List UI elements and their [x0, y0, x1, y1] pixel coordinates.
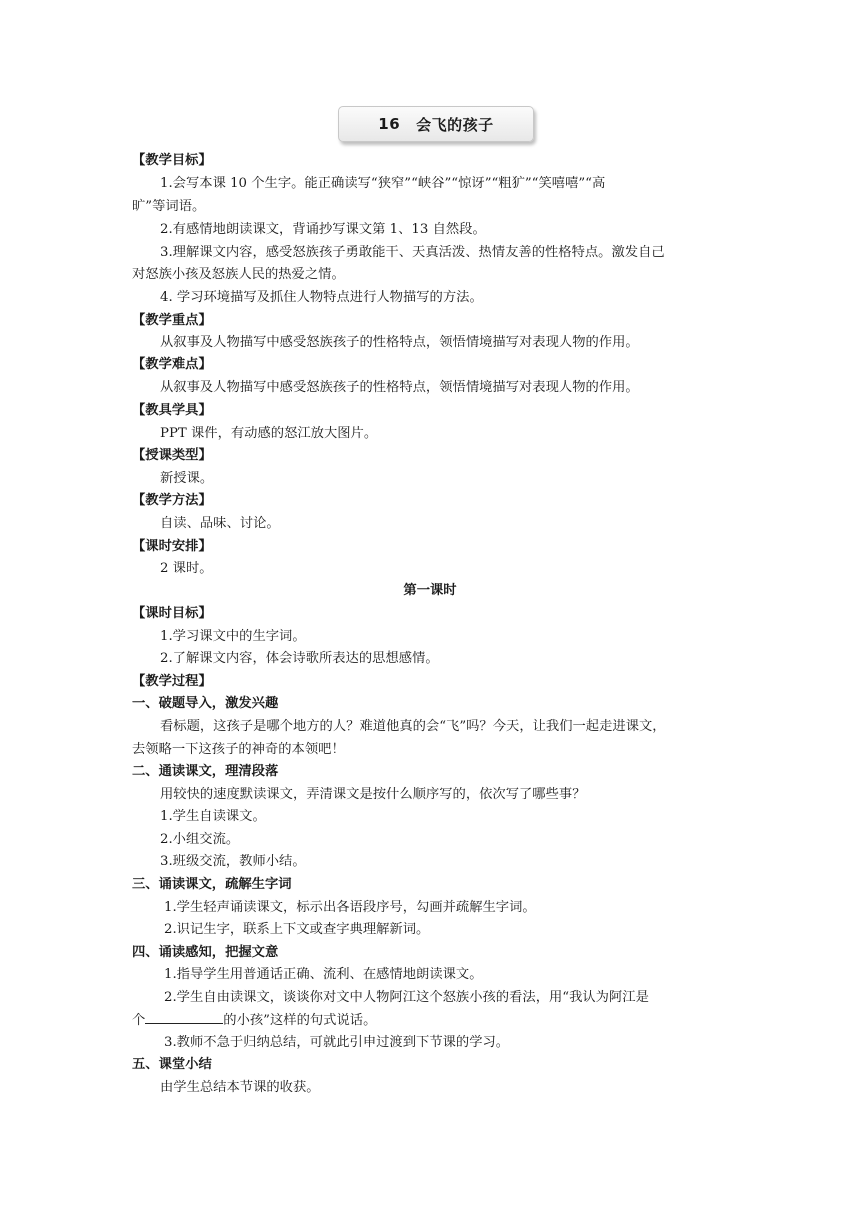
tools-text: PPT 课件，有动感的怒江放大图片。 [160, 426, 378, 441]
lesson-goal-2: 2.了解课文内容，体会诗歌所表达的思想感情。 [160, 651, 439, 666]
difficulties-heading: 【教学难点】 [132, 357, 212, 372]
fill-prefix: 个 [132, 1013, 146, 1028]
schedule-text: 2 课时。 [160, 561, 213, 576]
step-5-text: 由学生总结本节课的收获。 [160, 1080, 320, 1095]
goal-1-line-2: 旷”等词语。 [132, 199, 206, 214]
method-heading: 【教学方法】 [132, 493, 212, 508]
step-2-item-2: 2.小组交流。 [160, 832, 240, 847]
step-2-item-1: 1.学生自读课文。 [160, 809, 266, 824]
step-2-text: 用较快的速度默读课文，弄清课文是按什么顺序写的，依次写了哪些事？ [160, 787, 586, 802]
process-heading: 【教学过程】 [132, 674, 212, 689]
fill-suffix: 的小孩”这样的句式说话。 [223, 1013, 377, 1028]
tools-heading: 【教具学具】 [132, 403, 212, 418]
step-5-heading: 五、课堂小结 [132, 1057, 212, 1072]
goal-1-line-1: 1.会写本课 10 个生字。能正确读写“狭窄”“峡谷”“惊讶”“粗犷”“笑嘻嘻”“高 [160, 176, 606, 191]
difficulties-text: 从叙事及人物描写中感受怒族孩子的性格特点，领悟情境描写对表现人物的作用。 [160, 380, 639, 395]
step-1-text-line-1: 看标题，这孩子是哪个地方的人？难道他真的会“飞”吗？今天，让我们一起走进课文， [160, 719, 666, 734]
step-4-item-2-line-1: 2.学生自由读课文，谈谈你对文中人物阿江这个怒族小孩的看法，用“我认为阿江是 [164, 990, 649, 1005]
lesson-type-text: 新授课。 [160, 471, 214, 486]
step-2-heading: 二、通读课文，理清段落 [132, 764, 279, 779]
lesson-number: 16 [378, 115, 401, 133]
goals-heading: 【教学目标】 [132, 153, 212, 168]
lesson-goal-1: 1.学习课文中的生字词。 [160, 629, 306, 644]
step-3-item-2: 2.识记生字，联系上下文或查字典理解新词。 [164, 922, 430, 937]
step-3-item-1: 1.学生轻声诵读课文，标示出各语段序号，勾画并疏解生字词。 [164, 900, 536, 915]
fill-in-blank [145, 1011, 223, 1024]
step-2-item-3: 3.班级交流，教师小结。 [160, 854, 306, 869]
schedule-heading: 【课时安排】 [132, 539, 212, 554]
step-4-item-3: 3.教师不急于归纳总结，可就此引申过渡到下节课的学习。 [164, 1035, 510, 1050]
goal-4: 4. 学习环境描写及抓住人物特点进行人物描写的方法。 [160, 290, 483, 305]
step-1-text-line-2: 去领略一下这孩子的神奇的本领吧！ [132, 742, 345, 757]
step-4-item-2-line-2 [132, 1011, 376, 1029]
method-text: 自读、品味、讨论。 [160, 516, 280, 531]
first-lesson-heading: 第一课时 [403, 583, 457, 598]
lesson-goals-heading: 【课时目标】 [132, 606, 212, 621]
goal-3-line-2: 对怒族小孩及怒族人民的热爱之情。 [132, 267, 345, 282]
lesson-title-box [338, 106, 534, 142]
step-1-heading: 一、破题导入，激发兴趣 [132, 696, 279, 711]
lesson-title: 会飞的孩子 [416, 115, 494, 134]
step-4-item-1: 1.指导学生用普通话正确、流利、在感情地朗读课文。 [164, 967, 483, 982]
step-3-heading: 三、诵读课文，疏解生字词 [132, 877, 292, 892]
goal-3-line-1: 3.理解课文内容，感受怒族孩子勇敢能干、天真活泼、热情友善的性格特点。激发自己 [160, 245, 665, 260]
key-points-heading: 【教学重点】 [132, 313, 212, 328]
lesson-type-heading: 【授课类型】 [132, 448, 212, 463]
key-points-text: 从叙事及人物描写中感受怒族孩子的性格特点，领悟情境描写对表现人物的作用。 [160, 335, 639, 350]
step-4-heading: 四、诵读感知，把握文意 [132, 945, 279, 960]
goal-2: 2.有感情地朗读课文，背诵抄写课文第 1、13 自然段。 [160, 222, 486, 237]
